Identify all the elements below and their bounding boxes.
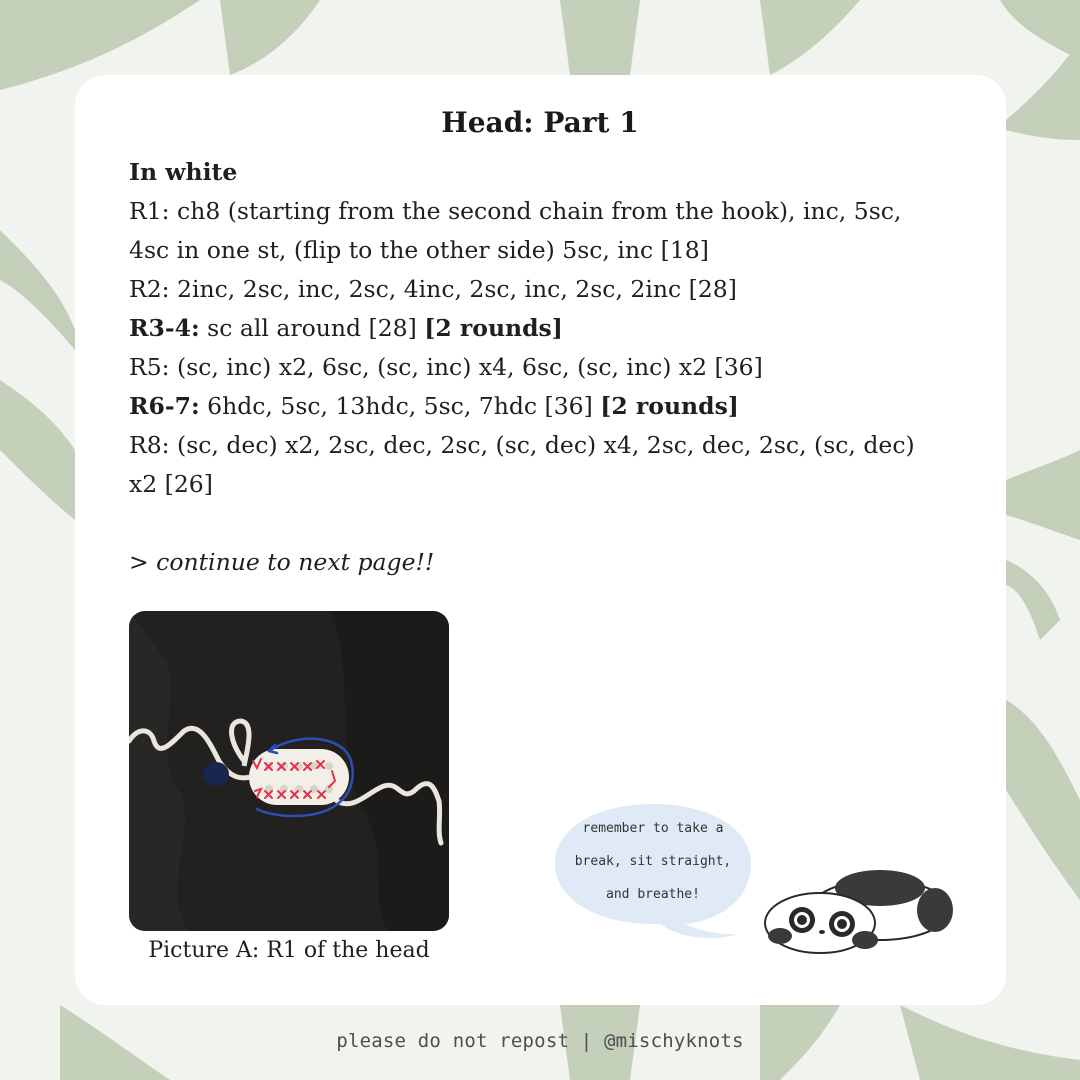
round-2: R2: 2inc, 2sc, inc, 2sc, 4inc, 2sc, inc, 2sc, 2inc [28] (129, 275, 737, 303)
round-6-7 (129, 387, 949, 426)
spacer (129, 504, 949, 543)
round-1-line-2: 4sc in one st, (flip to the other side) 5sc, inc [18] (129, 236, 709, 264)
panda-icon (760, 858, 960, 958)
round-3-4 (129, 309, 949, 348)
bubble-line-3: and breathe! (606, 887, 700, 902)
photo-caption: Picture A: R1 of the head (148, 938, 430, 963)
bubble-line-1: remember to take a (582, 821, 724, 836)
round-6-7-note: [2 rounds] (600, 392, 739, 420)
round-1-line-1: R1: ch8 (starting from the second chain from the hook), inc, 5sc, (129, 197, 902, 225)
page-title: Head: Part 1 (441, 106, 639, 139)
yarn-color-heading: In white (129, 158, 238, 186)
round-6-7-label: R6-7: (129, 392, 200, 420)
footer-credit: please do not repost | @mischyknots (336, 1030, 744, 1052)
round-3-4-text: sc all around [28] (199, 314, 425, 342)
bubble-message (553, 812, 753, 911)
round-5: R5: (sc, inc) x2, 6sc, (sc, inc) x4, 6sc, (sc, inc) x2 [36] (129, 353, 763, 381)
round-8-line-2: x2 [26] (129, 470, 213, 498)
round-6-7-text: 6hdc, 5sc, 13hdc, 5sc, 7hdc [36] (199, 392, 601, 420)
pattern-instructions (129, 153, 949, 582)
round-3-4-label: R3-4: (129, 314, 200, 342)
continue-note: > continue to next page!! (129, 548, 435, 576)
crochet-photo (129, 611, 449, 931)
bubble-line-2: break, sit straight, (574, 854, 732, 869)
round-8-line-1: R8: (sc, dec) x2, 2sc, dec, 2sc, (sc, dec) x4, 2sc, dec, 2sc, (sc, dec) (129, 431, 915, 459)
round-3-4-note: [2 rounds] (424, 314, 563, 342)
